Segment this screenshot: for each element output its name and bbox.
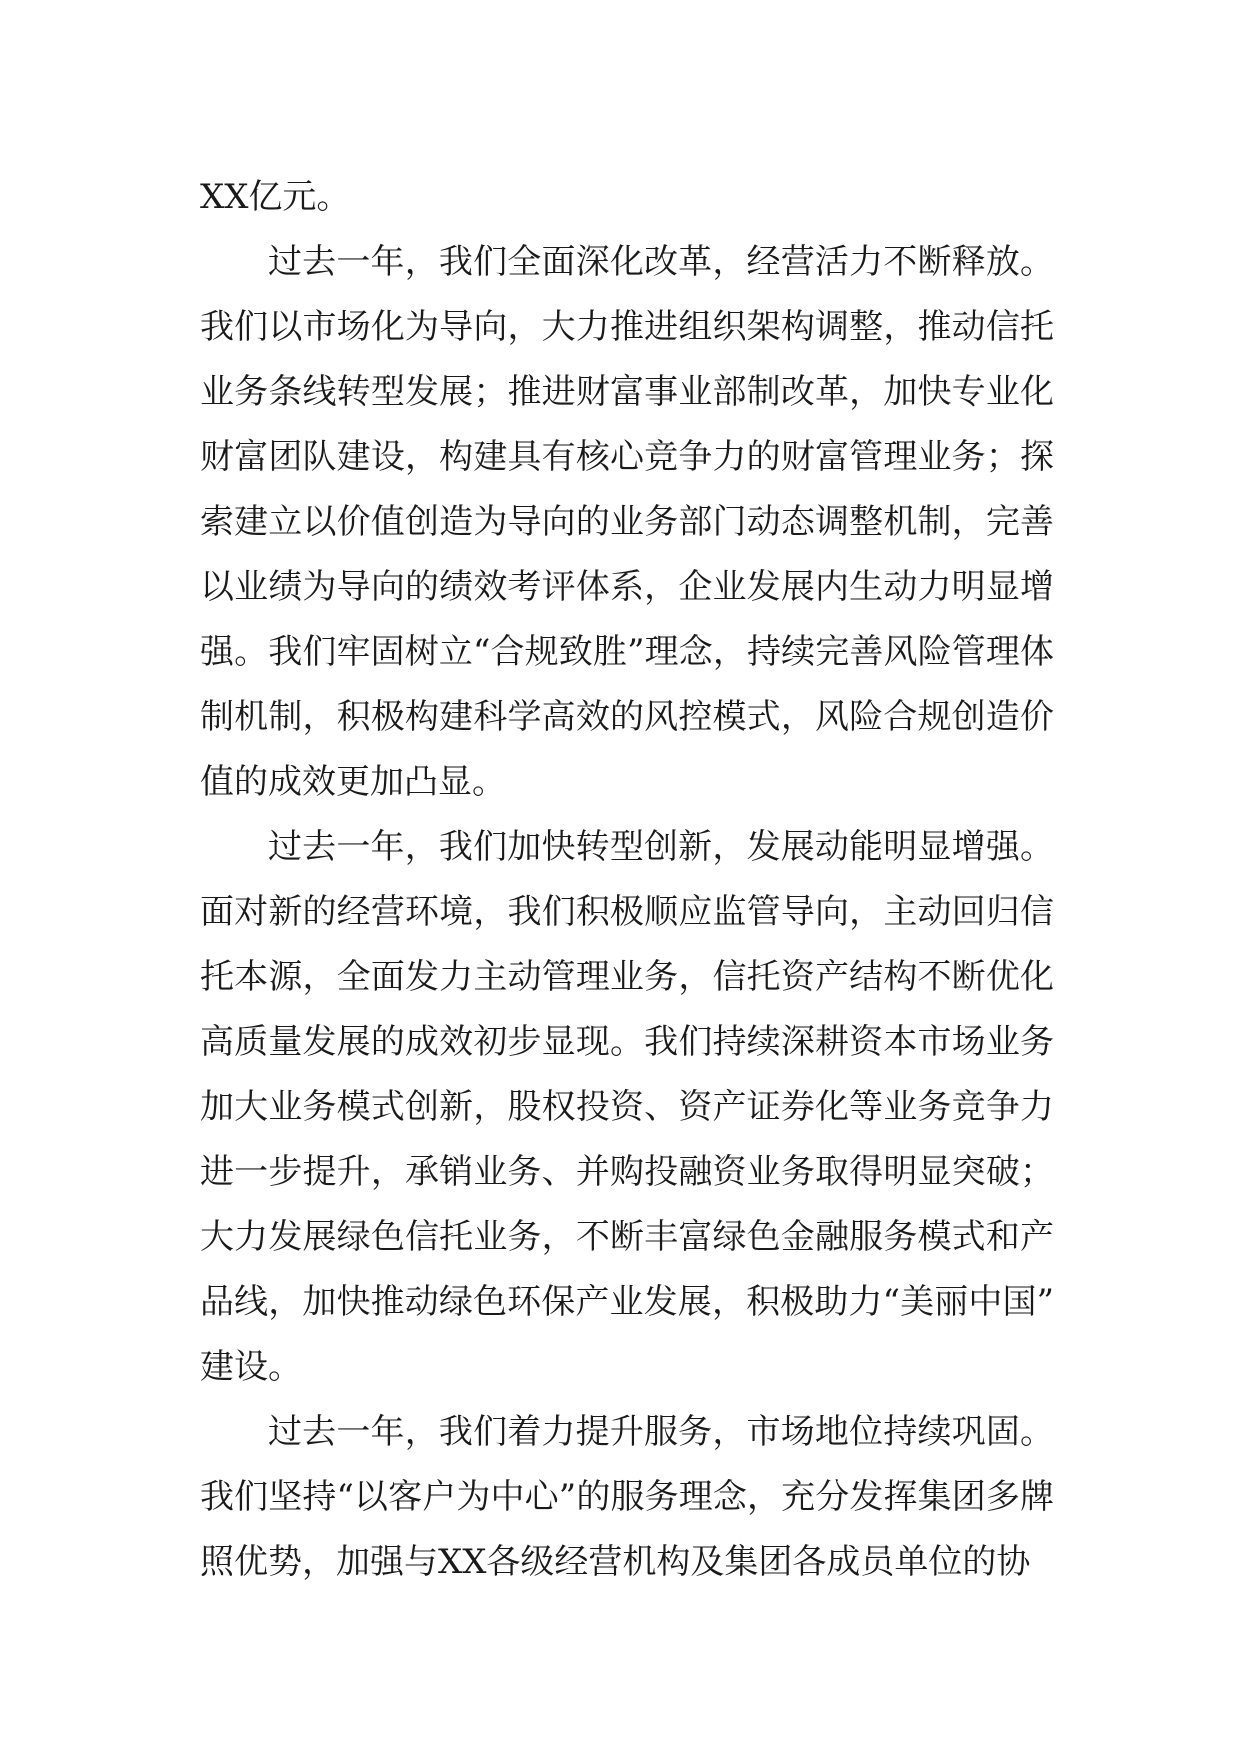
paragraph-reform: 过去一年，我们全面深化改革，经营活力不断释放。我们以市场化为导向，大力推进组织架构调整，推动信托业务条线转型发展；推进财富事业部制改革，加快专业化财富团队建设，构建具有核心竞争力的财富管理业务；探索建立以价值创造为导向的业务部门动态调整机制，完善以业绩为导向的绩效考评体系，企业发展内生动力明显增强。我们牢固树立“合规致胜”理念，持续完善风险管理体制机制，积极构建科学高效的风控模式，风险合规创造价值的成效更加凸显。 — [200, 242, 1054, 802]
paragraph-continuation: XX亿元。 — [200, 177, 351, 217]
document-body — [200, 165, 1054, 1595]
paragraph-service: 过去一年，我们着力提升服务，市场地位持续巩固。我们坚持“以客户为中心”的服务理念，充分发挥集团多牌照优势，加强与XX各级经营机构及集团各成员单位的协 — [200, 1412, 1054, 1582]
paragraph-innovation: 过去一年，我们加快转型创新，发展动能明显增强。面对新的经营环境，我们积极顺应监管导向，主动回归信托本源，全面发力主动管理业务，信托资产结构不断优化高质量发展的成效初步显现。我们持续深耕资本市场业务加大业务模式创新，股权投资、资产证券化等业务竞争力进一步提升，承销业务、并购投融资业务取得明显突破；大力发展绿色信托业务，不断丰富绿色金融服务模式和产品线，加快推动绿色环保产业发展，积极助力“美丽中国”建设。 — [200, 827, 1054, 1387]
